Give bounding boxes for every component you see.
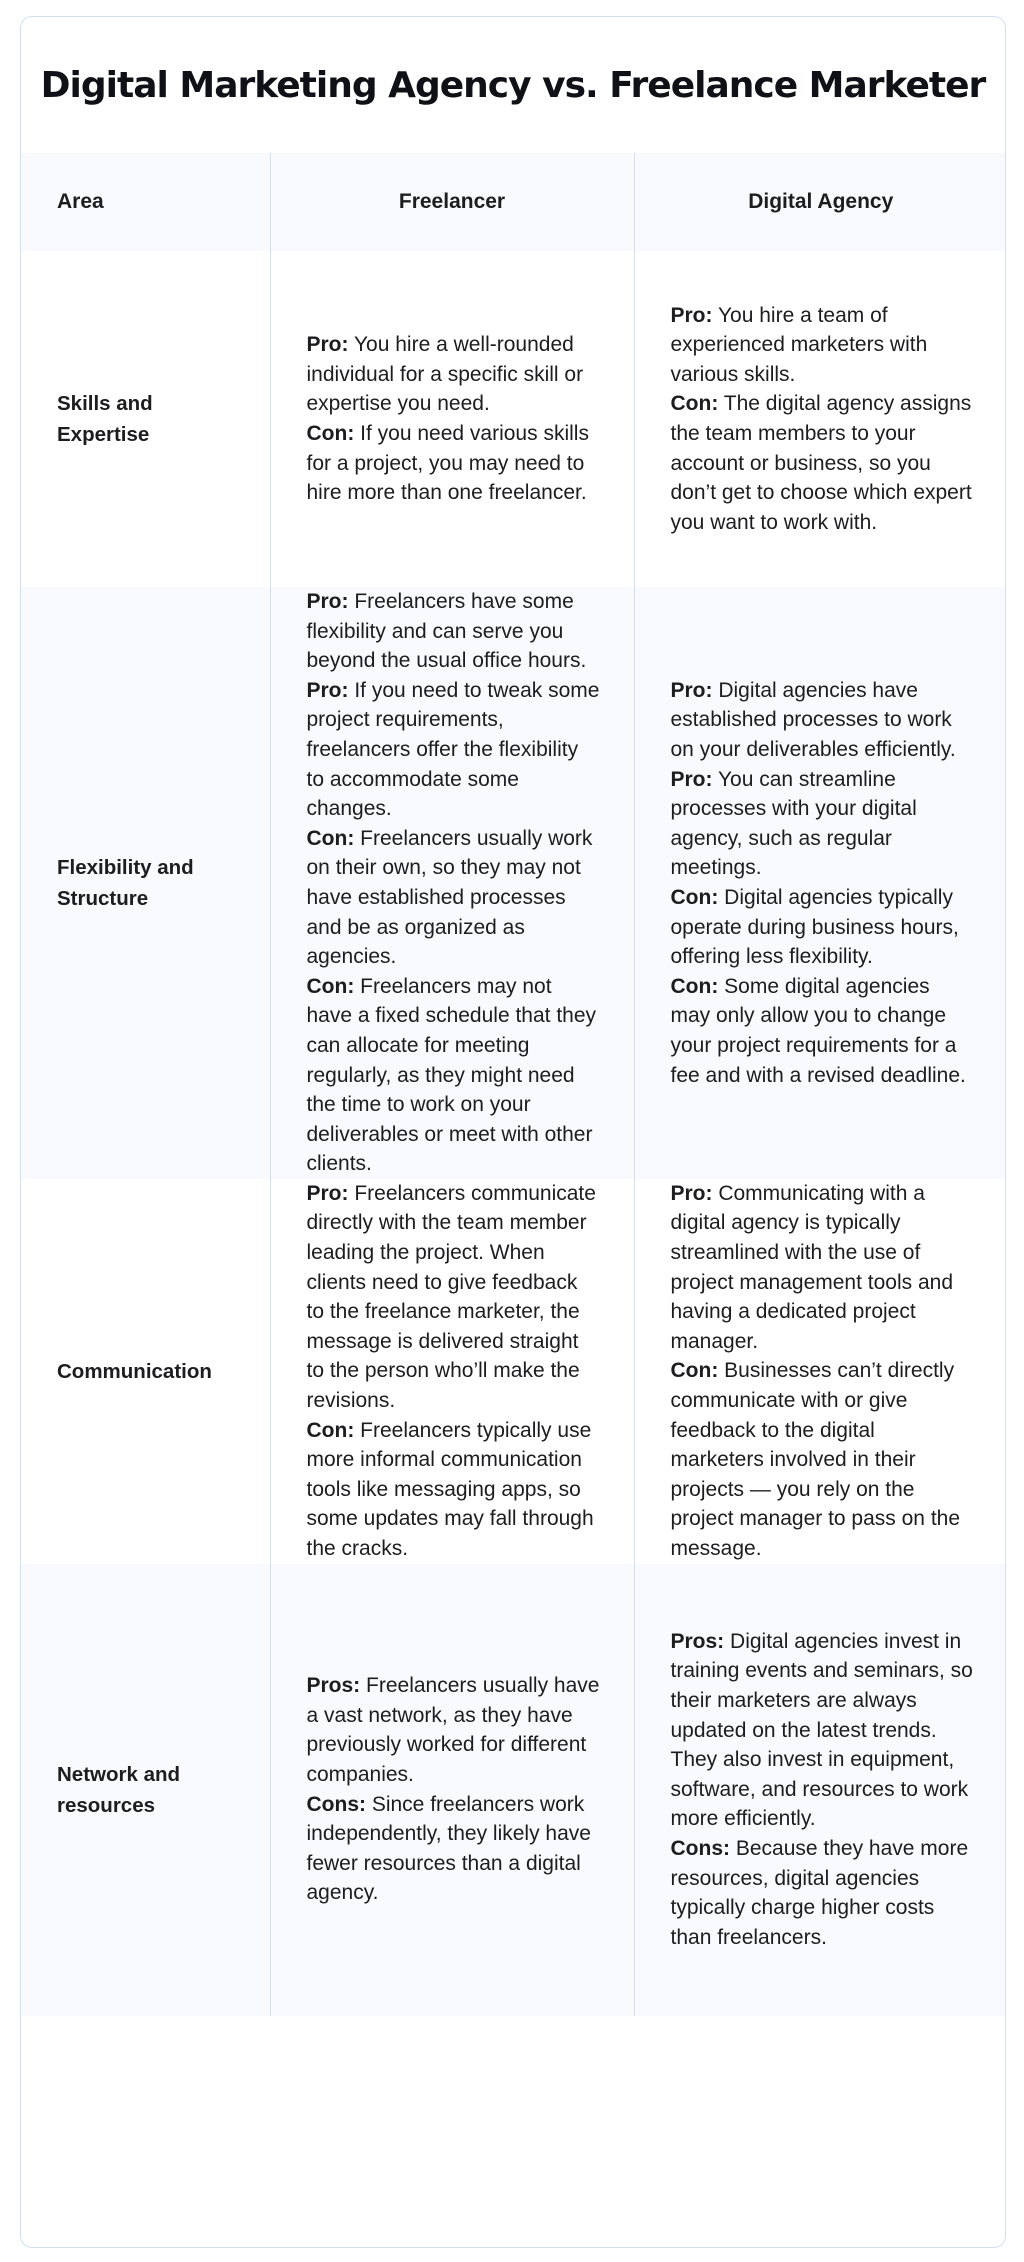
point-text: Because they have more resources, digital agencies typically charge higher costs than freelancers. (670, 1836, 969, 1949)
freelancer-cell (270, 251, 634, 587)
header-agency: Digital Agency (634, 153, 1006, 251)
freelancer-cell (270, 1564, 634, 2016)
freelancer-point (307, 972, 600, 1179)
point-label: Pro: (306, 333, 349, 357)
agency-point (671, 1834, 974, 1952)
table-row (21, 251, 1006, 587)
agency-point (671, 972, 974, 1090)
point-text: Communicating with a digital agency is typically streamlined with the use of project management tools and having a dedicated project manager. (670, 1181, 954, 1353)
agency-point (671, 1356, 974, 1563)
freelancer-point (307, 1416, 600, 1564)
freelancer-point (307, 1671, 600, 1789)
row-area-label: Skills and Expertise (57, 392, 153, 446)
point-text: Some digital agencies may only allow you to change your project requirements for a fee and with a revised deadline. (670, 974, 966, 1087)
freelancer-point (307, 1790, 600, 1908)
freelancer-point (307, 330, 600, 419)
point-text: Freelancers typically use more informal communication tools like messaging apps, so some updates may fall through the cracks. (306, 1418, 594, 1560)
point-label: Con: (670, 974, 719, 998)
point-text: Freelancers communicate directly with the team member leading the project. When clients need to give feedback to the freelance marketer, the message is delivered straight to the person who’ll make the revisions. (306, 1181, 596, 1413)
freelancer-point (307, 587, 600, 676)
point-label: Con: (670, 885, 719, 909)
freelancer-cell (270, 587, 634, 1179)
page-title: Digital Marketing Agency vs. Freelance Marketer (40, 64, 986, 106)
freelancer-point (307, 1179, 600, 1416)
point-text: Digital agencies have established processes to work on your deliverables efficiently. (670, 678, 956, 761)
point-label: Con: (306, 974, 355, 998)
point-label: Pro: (670, 678, 713, 702)
point-text: The digital agency assigns the team members to your account or business, so you don’t get to choose which expert you want to work with. (670, 392, 972, 534)
point-text: If you need to tweak some project requirements, freelancers offer the flexibility to accommodate some changes. (306, 678, 600, 821)
point-text: Freelancers have some flexibility and can serve you beyond the usual office hours. (306, 590, 587, 673)
agency-point (671, 676, 974, 765)
agency-point (671, 883, 974, 972)
point-label: Pro: (306, 590, 349, 613)
row-area-label: Network and resources (57, 1762, 181, 1817)
agency-point (671, 301, 974, 390)
point-text: Freelancers may not have a fixed schedule that they can allocate for meeting regularly, as they might need the time to work on your deliverables or meet with other clients. (306, 974, 597, 1176)
point-text: Digital agencies invest in training events and seminars, so their marketers are always updated on the latest trends. They also invest in equipment, software, and resources to work more efficiently. (670, 1629, 973, 1831)
point-text: Digital agencies typically operate during business hours, offering less flexibility. (670, 885, 959, 969)
point-label: Con: (306, 1418, 355, 1442)
point-text: Freelancers usually work on their own, so they may not have established processes and be as organized as agencies. (306, 826, 593, 969)
point-label: Con: (670, 392, 719, 416)
table-header-row (21, 153, 1006, 251)
freelancer-point (307, 419, 600, 508)
point-text: You hire a well-rounded individual for a specific skill or expertise you need. (306, 333, 584, 416)
point-label: Cons: (306, 1792, 366, 1816)
point-text: You hire a team of experienced marketers with various skills. (670, 303, 928, 386)
point-label: Pro: (306, 1181, 349, 1205)
freelancer-point (307, 676, 600, 824)
header-freelancer: Freelancer (270, 153, 634, 251)
agency-point (671, 1627, 974, 1834)
point-text: If you need various skills for a project, you may need to hire more than one freelancer. (306, 422, 589, 505)
point-label: Pro: (670, 303, 713, 327)
point-label: Con: (306, 826, 355, 850)
agency-point (671, 1179, 974, 1357)
table-row (21, 1179, 1006, 1564)
comparison-table (21, 153, 1006, 2016)
point-label: Con: (306, 422, 355, 445)
agency-point (671, 765, 974, 883)
table-row (21, 1564, 1006, 2016)
freelancer-cell (270, 1179, 634, 1564)
point-text: Since freelancers work independently, they likely have fewer resources than a digital agency. (306, 1792, 591, 1905)
point-label: Pro: (306, 678, 349, 702)
comparison-card (20, 16, 1006, 2248)
point-label: Cons: (670, 1836, 730, 1860)
point-label: Pros: (306, 1674, 361, 1698)
agency-point (671, 389, 974, 537)
point-text: Freelancers usually have a vast network, as they have previously worked for different companies. (306, 1674, 600, 1786)
row-area-label: Communication (57, 1359, 212, 1383)
agency-cell (634, 1564, 1006, 2016)
point-text: Businesses can’t directly communicate with or give feedback to the digital marketers involved in their projects — you rely on the project manager to pass on the message. (670, 1359, 961, 1560)
header-area: Area (57, 190, 104, 214)
point-label: Pro: (670, 1181, 713, 1205)
point-label: Pros: (670, 1629, 725, 1653)
agency-cell (634, 587, 1006, 1179)
row-area-label: Flexibility and Structure (57, 855, 194, 910)
point-text: You can streamline processes with your digital agency, such as regular meetings. (670, 767, 917, 880)
agency-cell (634, 251, 1006, 587)
point-label: Pro: (670, 767, 713, 791)
point-label: Con: (670, 1359, 719, 1383)
table-row (21, 587, 1006, 1179)
freelancer-point (307, 824, 600, 972)
agency-cell (634, 1179, 1006, 1564)
